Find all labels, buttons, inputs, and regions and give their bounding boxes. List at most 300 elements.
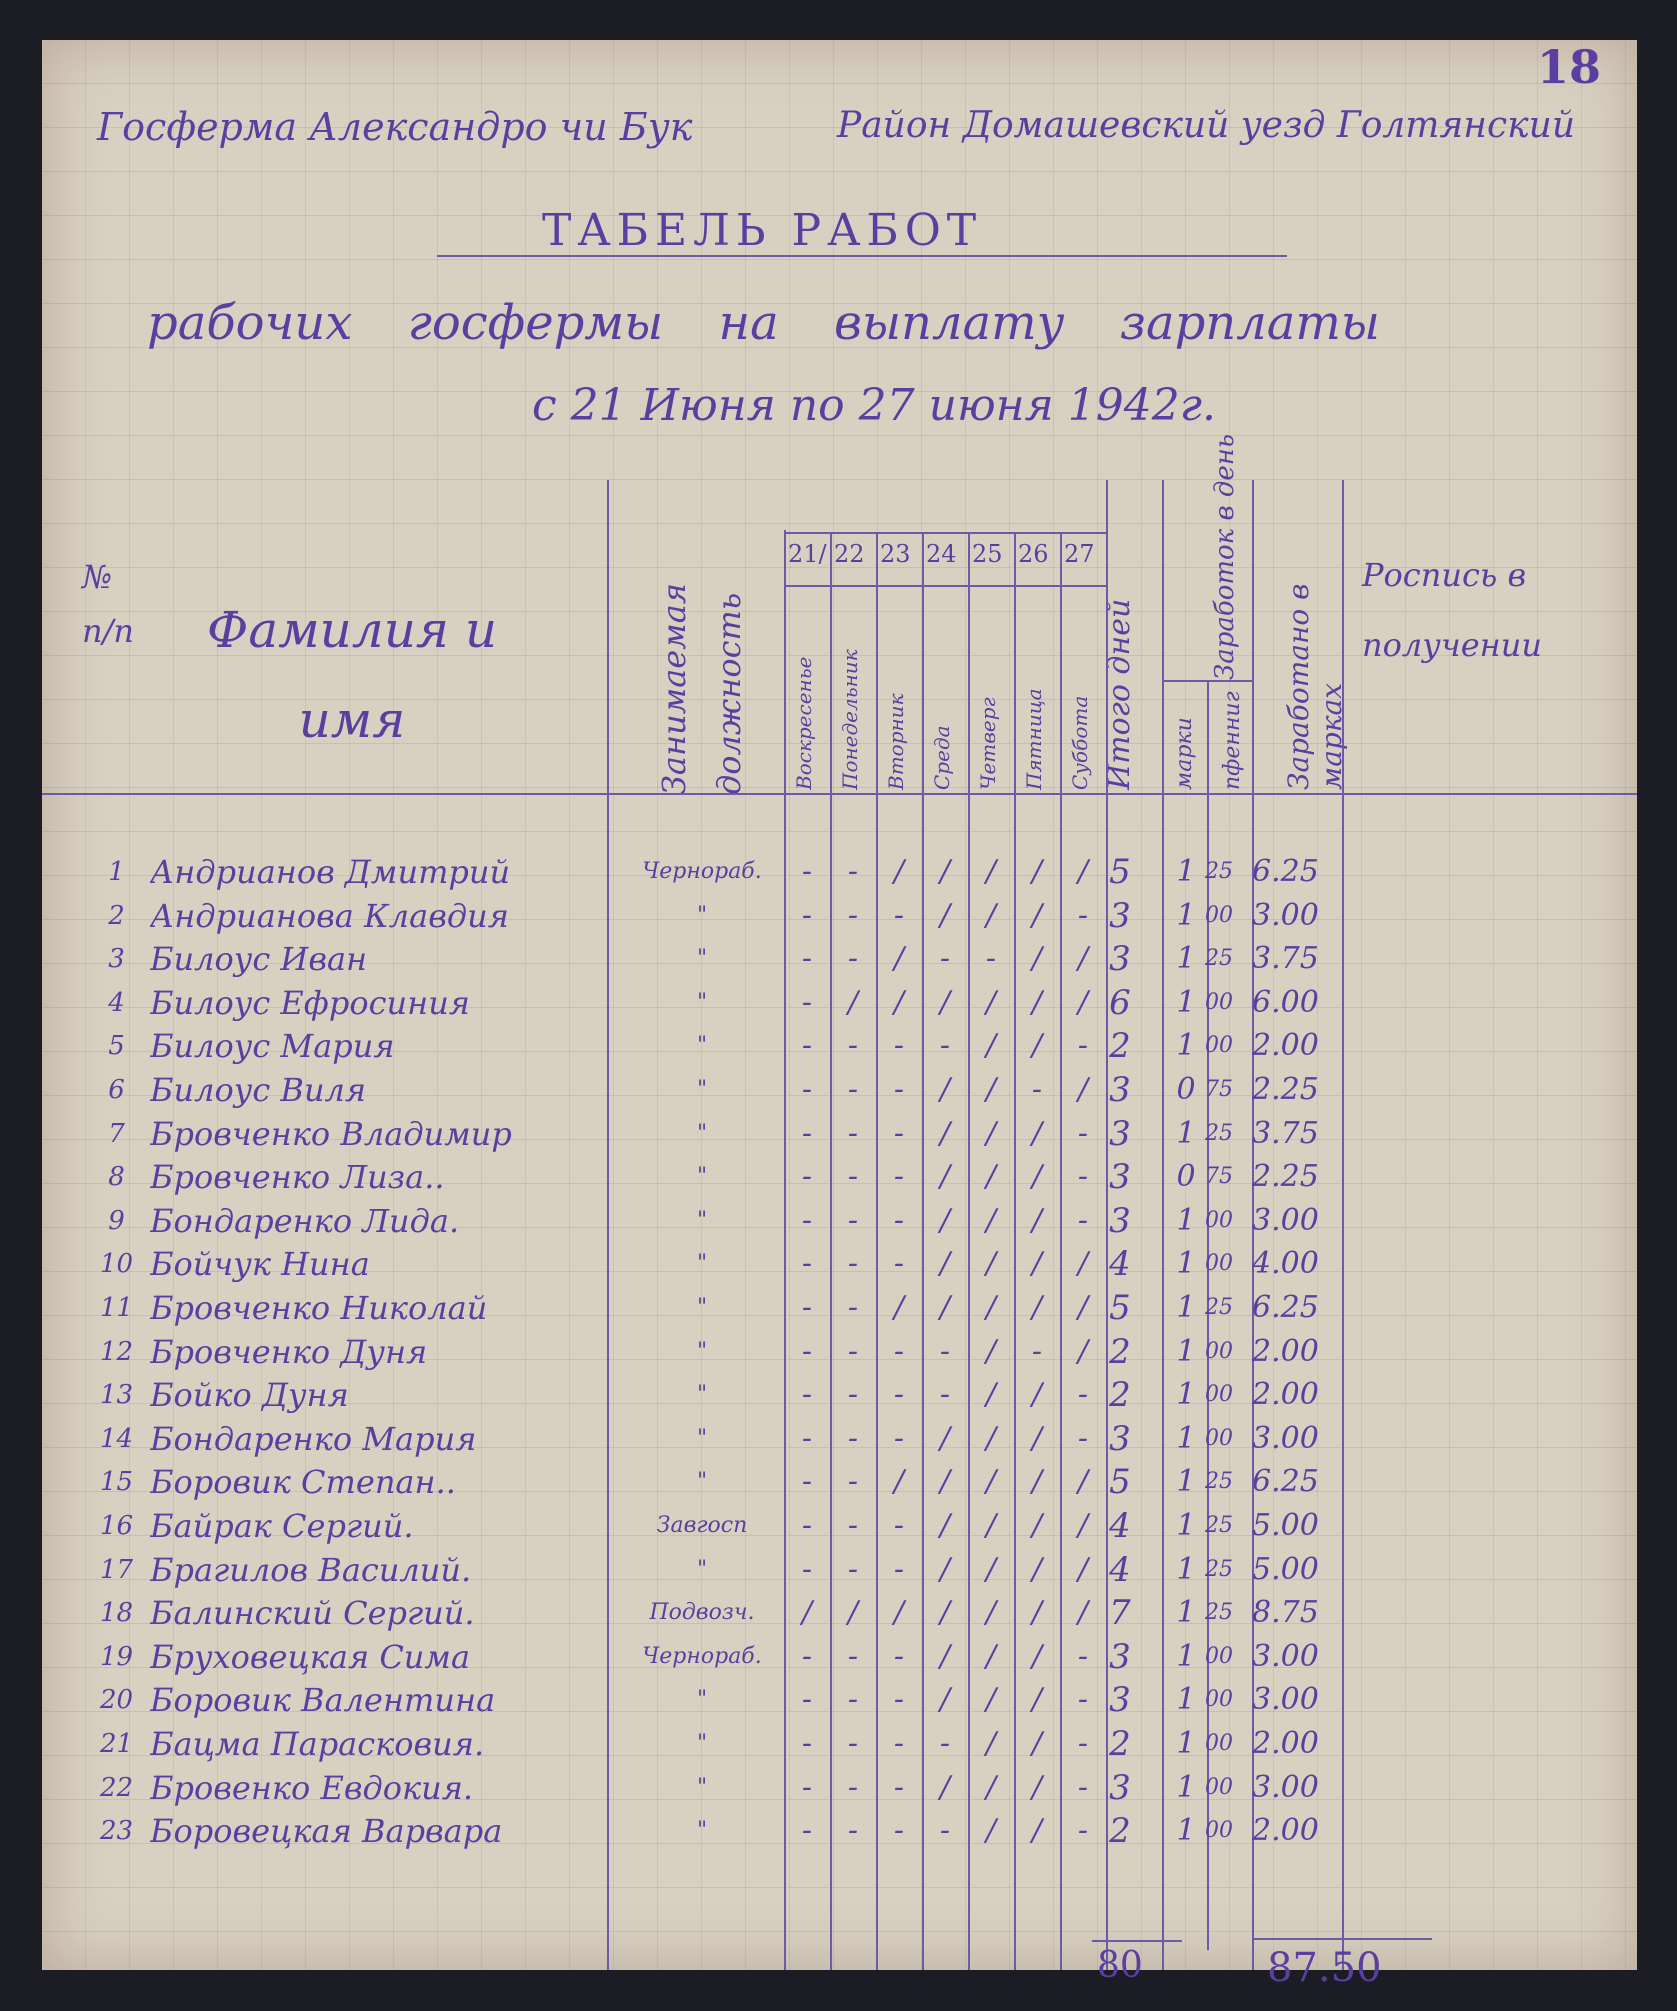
weekday-header-5: Пятница [1022, 688, 1046, 790]
weekday-header-0: Воскресенье [792, 656, 816, 790]
row-number: 14 [99, 1424, 134, 1454]
day-mark: / [939, 1464, 951, 1499]
table-row [42, 1809, 1637, 1853]
day-mark: / [939, 1159, 951, 1194]
date-header-3: 24 [926, 540, 957, 568]
table-row [42, 1591, 1637, 1635]
rate-pfennig: 00 [1205, 1251, 1233, 1276]
day-mark: - [1077, 1813, 1089, 1848]
day-mark: - [1077, 898, 1089, 933]
table-row [42, 850, 1637, 894]
row-number: 21 [99, 1729, 134, 1759]
table-row [42, 1286, 1637, 1330]
day-mark: / [985, 1639, 997, 1674]
day-mark: / [1077, 1595, 1089, 1630]
day-mark: / [1077, 941, 1089, 976]
day-mark: / [939, 985, 951, 1020]
day-mark: / [893, 1290, 905, 1325]
rule [784, 585, 1106, 587]
rate-marks: 1 [1176, 1116, 1196, 1151]
day-mark: - [893, 1028, 905, 1063]
worker-position: " [696, 1208, 708, 1233]
row-number: 6 [108, 1075, 125, 1105]
amount-earned: 8.75 [1252, 1595, 1319, 1630]
rate-pfennig: 00 [1205, 1644, 1233, 1669]
amount-earned: 2.00 [1252, 1377, 1319, 1412]
day-mark: - [847, 1377, 859, 1412]
worker-position: " [696, 903, 708, 928]
farm-name: Госферма Александро чи Бук [97, 105, 693, 149]
day-mark: - [801, 1813, 813, 1848]
amount-earned: 2.00 [1252, 1028, 1319, 1063]
day-mark: - [801, 1377, 813, 1412]
day-mark: / [939, 1421, 951, 1456]
day-mark: / [985, 1334, 997, 1369]
day-mark: / [847, 985, 859, 1020]
days-total: 5 [1109, 1288, 1131, 1328]
worker-name: Бойчук Нина [150, 1245, 370, 1283]
worker-name: Боровик Валентина [150, 1681, 496, 1719]
worker-name: Балинский Сергий. [150, 1594, 475, 1632]
amount-earned: 3.00 [1252, 898, 1319, 933]
amount-earned: 5.00 [1252, 1508, 1319, 1543]
day-mark: - [847, 1813, 859, 1848]
day-mark: / [1031, 1290, 1043, 1325]
day-mark: - [893, 1116, 905, 1151]
day-mark: - [801, 941, 813, 976]
amount-earned: 3.00 [1252, 1770, 1319, 1805]
day-mark: / [1031, 1159, 1043, 1194]
day-mark: - [893, 1682, 905, 1717]
col-earnings-marks: марки [1172, 717, 1197, 790]
day-mark: - [893, 1334, 905, 1369]
document-subtitle: рабочих госфермы на выплату зарплаты [147, 295, 1380, 351]
day-mark: / [985, 985, 997, 1020]
row-number: 7 [108, 1119, 125, 1149]
days-total: 7 [1109, 1593, 1131, 1633]
day-mark: / [893, 985, 905, 1020]
days-total: 5 [1109, 852, 1131, 892]
table-header-divider [42, 793, 1637, 795]
worker-position: Чернораб. [642, 859, 762, 884]
day-mark: - [847, 1072, 859, 1107]
days-total: 4 [1109, 1244, 1131, 1284]
days-total: 3 [1109, 1114, 1131, 1154]
table-row [42, 1460, 1637, 1504]
table-row [42, 894, 1637, 938]
day-mark: - [801, 1421, 813, 1456]
days-total: 2 [1109, 1811, 1131, 1851]
worker-name: Байрак Сергий. [150, 1507, 414, 1545]
worker-position: Подвозч. [649, 1600, 755, 1625]
day-mark: - [893, 1072, 905, 1107]
day-mark: - [847, 1770, 859, 1805]
day-mark: / [1031, 985, 1043, 1020]
day-mark: / [1031, 1508, 1043, 1543]
worker-position: " [696, 1731, 708, 1756]
day-mark: / [1031, 1639, 1043, 1674]
days-total: 3 [1109, 1157, 1131, 1197]
day-mark: - [1077, 1159, 1089, 1194]
table-row [42, 1024, 1637, 1068]
worker-name: Билоус Ефросиния [150, 984, 470, 1022]
day-mark: / [1031, 1682, 1043, 1717]
day-mark: - [939, 941, 951, 976]
day-mark: - [893, 1246, 905, 1281]
table-row [42, 1417, 1637, 1461]
row-number: 5 [108, 1031, 125, 1061]
row-number: 1 [108, 857, 125, 887]
amount-earned: 3.00 [1252, 1203, 1319, 1238]
day-mark: / [1031, 1813, 1043, 1848]
day-mark: - [847, 1639, 859, 1674]
day-mark: / [939, 1639, 951, 1674]
row-number: 22 [99, 1773, 134, 1803]
day-mark: / [801, 1595, 813, 1630]
day-mark: - [1077, 1726, 1089, 1761]
total-days-line [1092, 1940, 1182, 1942]
weekday-header-3: Среда [930, 725, 954, 790]
worker-name: Андрианова Клавдия [150, 897, 509, 935]
amount-earned: 6.00 [1252, 985, 1319, 1020]
rate-pfennig: 25 [1205, 1513, 1233, 1538]
day-mark: - [847, 854, 859, 889]
document-period: с 21 Июня по 27 июня 1942г. [532, 380, 1216, 431]
table-row [42, 1155, 1637, 1199]
day-mark: / [939, 898, 951, 933]
days-total: 3 [1109, 1419, 1131, 1459]
worker-name: Билоус Виля [150, 1071, 367, 1109]
rate-pfennig: 00 [1205, 1208, 1233, 1233]
rate-pfennig: 00 [1205, 1426, 1233, 1451]
table-row [42, 1330, 1637, 1374]
rate-pfennig: 75 [1205, 1164, 1233, 1189]
day-mark: / [985, 1682, 997, 1717]
rate-pfennig: 00 [1205, 1382, 1233, 1407]
rate-pfennig: 00 [1205, 903, 1233, 928]
title-underline [437, 255, 1287, 257]
rate-pfennig: 25 [1205, 1600, 1233, 1625]
rate-marks: 1 [1176, 1595, 1196, 1630]
day-mark: - [939, 1813, 951, 1848]
day-mark: / [985, 898, 997, 933]
day-mark: / [939, 1246, 951, 1281]
col-name-header: Фамилия и имя [206, 601, 498, 749]
table-row [42, 1504, 1637, 1548]
day-mark: - [939, 1726, 951, 1761]
worker-name: Бровченко Владимир [150, 1115, 512, 1153]
table-row [42, 1722, 1637, 1766]
district-name: Район Домашевский уезд Голтянский [837, 105, 1576, 146]
day-mark: - [893, 1203, 905, 1238]
date-header-5: 26 [1018, 540, 1049, 568]
rate-marks: 1 [1176, 1246, 1196, 1281]
row-number: 8 [108, 1162, 125, 1192]
day-mark: / [1077, 1072, 1089, 1107]
day-mark: / [939, 1072, 951, 1107]
col-number-header: № п/п [82, 558, 134, 650]
day-mark: - [801, 1116, 813, 1151]
days-total: 3 [1109, 1637, 1131, 1677]
day-mark: / [847, 1595, 859, 1630]
day-mark: - [1077, 1377, 1089, 1412]
rate-marks: 1 [1176, 1290, 1196, 1325]
worker-position: " [696, 1426, 708, 1451]
rate-marks: 1 [1176, 1334, 1196, 1369]
weekday-header-2: Вторник [884, 693, 908, 790]
worker-position: " [696, 1251, 708, 1276]
day-mark: - [939, 1377, 951, 1412]
day-mark: - [1077, 1116, 1089, 1151]
rate-marks: 1 [1176, 1770, 1196, 1805]
day-mark: / [1031, 1116, 1043, 1151]
day-mark: - [1077, 1028, 1089, 1063]
day-mark: / [985, 1159, 997, 1194]
day-mark: / [985, 1508, 997, 1543]
table-row [42, 1678, 1637, 1722]
days-total: 3 [1109, 1680, 1131, 1720]
row-number: 16 [99, 1511, 134, 1541]
day-mark: - [801, 1464, 813, 1499]
day-mark: / [985, 1290, 997, 1325]
day-mark: / [939, 1595, 951, 1630]
table-row [42, 1068, 1637, 1112]
amount-earned: 5.00 [1252, 1552, 1319, 1587]
day-mark: - [1031, 1334, 1043, 1369]
row-number: 13 [99, 1380, 134, 1410]
total-days: 80 [1097, 1945, 1143, 1986]
day-mark: / [985, 1377, 997, 1412]
day-mark: - [893, 1159, 905, 1194]
worker-position: " [696, 1382, 708, 1407]
day-mark: - [847, 1246, 859, 1281]
day-mark: - [847, 1290, 859, 1325]
table-row [42, 1635, 1637, 1679]
row-number: 15 [99, 1467, 134, 1497]
weekday-header-1: Понедельник [838, 649, 862, 790]
day-mark: / [1031, 898, 1043, 933]
rate-marks: 1 [1176, 1421, 1196, 1456]
worker-position: " [696, 1339, 708, 1364]
date-header-6: 27 [1064, 540, 1095, 568]
worker-name: Билоус Мария [150, 1027, 395, 1065]
rate-pfennig: 25 [1205, 1295, 1233, 1320]
day-mark: - [847, 1682, 859, 1717]
day-mark: - [847, 1028, 859, 1063]
days-total: 4 [1109, 1550, 1131, 1590]
amount-earned: 2.25 [1252, 1072, 1319, 1107]
rate-pfennig: 00 [1205, 1731, 1233, 1756]
day-mark: - [801, 1334, 813, 1369]
day-mark: / [939, 1116, 951, 1151]
worker-name: Боровик Степан.. [150, 1463, 456, 1501]
worker-position: Завгосп [656, 1513, 748, 1538]
table-row [42, 1112, 1637, 1156]
day-mark: - [847, 1116, 859, 1151]
day-mark: - [1077, 1421, 1089, 1456]
days-total: 3 [1109, 1070, 1131, 1110]
worker-position: " [696, 946, 708, 971]
worker-name: Бойко Дуня [150, 1376, 349, 1414]
page-number: 18 [1537, 40, 1602, 94]
days-total: 2 [1109, 1724, 1131, 1764]
day-mark: - [847, 1726, 859, 1761]
worker-name: Бровенко Евдокия. [150, 1769, 474, 1807]
col-earned-header: Заработано в марках [1282, 583, 1348, 790]
document-title: ТАБЕЛЬ РАБОТ [542, 205, 983, 256]
amount-earned: 3.75 [1252, 1116, 1319, 1151]
row-number: 12 [99, 1337, 134, 1367]
days-total: 2 [1109, 1332, 1131, 1372]
worker-position: " [696, 1077, 708, 1102]
rate-marks: 1 [1176, 985, 1196, 1020]
day-mark: - [801, 1159, 813, 1194]
day-mark: - [847, 898, 859, 933]
day-mark: / [1031, 1421, 1043, 1456]
worker-name: Андрианов Дмитрий [150, 853, 511, 891]
amount-earned: 3.00 [1252, 1421, 1319, 1456]
day-mark: / [1031, 1552, 1043, 1587]
worker-name: Бондаренко Мария [150, 1420, 477, 1458]
total-pay-line [1252, 1938, 1432, 1940]
rate-marks: 0 [1176, 1072, 1196, 1107]
amount-earned: 3.00 [1252, 1639, 1319, 1674]
rate-marks: 1 [1176, 1726, 1196, 1761]
day-mark: - [893, 898, 905, 933]
row-number: 9 [108, 1206, 125, 1236]
total-pay: 87.50 [1267, 1945, 1382, 1991]
day-mark: - [801, 1290, 813, 1325]
rate-marks: 0 [1176, 1159, 1196, 1194]
table-row [42, 1766, 1637, 1810]
day-mark: / [985, 1726, 997, 1761]
day-mark: - [1077, 1203, 1089, 1238]
table-row [42, 1199, 1637, 1243]
worker-name: Боровецкая Варвара [150, 1812, 503, 1850]
day-mark: - [801, 854, 813, 889]
day-mark: - [801, 1682, 813, 1717]
day-mark: / [1077, 1290, 1089, 1325]
date-header-0: 21/ [788, 540, 827, 568]
days-total: 3 [1109, 1201, 1131, 1241]
rule [784, 532, 1106, 534]
day-mark: / [1031, 1595, 1043, 1630]
day-mark: / [985, 1116, 997, 1151]
row-number: 23 [99, 1816, 134, 1846]
day-mark: - [801, 1726, 813, 1761]
document-sheet [42, 40, 1637, 1991]
day-mark: / [1031, 1464, 1043, 1499]
worker-position: " [696, 1164, 708, 1189]
day-mark: / [1077, 1246, 1089, 1281]
day-mark: - [893, 1552, 905, 1587]
day-mark: / [985, 1421, 997, 1456]
days-total: 2 [1109, 1375, 1131, 1415]
day-mark: - [801, 1639, 813, 1674]
row-number: 11 [99, 1293, 134, 1323]
day-mark: - [801, 1552, 813, 1587]
amount-earned: 6.25 [1252, 854, 1319, 889]
amount-earned: 6.25 [1252, 1464, 1319, 1499]
worker-name: Брагилов Василий. [150, 1551, 472, 1589]
day-mark: / [939, 1290, 951, 1325]
day-mark: - [847, 1508, 859, 1543]
day-mark: - [847, 1421, 859, 1456]
day-mark: - [893, 1639, 905, 1674]
date-header-4: 25 [972, 540, 1003, 568]
day-mark: - [985, 941, 997, 976]
day-mark: / [1077, 1464, 1089, 1499]
day-mark: / [985, 1813, 997, 1848]
day-mark: - [801, 1770, 813, 1805]
rate-marks: 1 [1176, 1464, 1196, 1499]
day-mark: / [985, 1072, 997, 1107]
worker-position: " [696, 1121, 708, 1146]
days-total: 2 [1109, 1026, 1131, 1066]
rate-pfennig: 75 [1205, 1077, 1233, 1102]
row-number: 10 [99, 1249, 134, 1279]
day-mark: - [939, 1028, 951, 1063]
rate-pfennig: 25 [1205, 946, 1233, 971]
days-total: 6 [1109, 983, 1131, 1023]
rate-pfennig: 25 [1205, 859, 1233, 884]
rate-pfennig: 00 [1205, 1818, 1233, 1843]
day-mark: / [893, 854, 905, 889]
table-row [42, 937, 1637, 981]
day-mark: - [801, 1246, 813, 1281]
amount-earned: 2.00 [1252, 1726, 1319, 1761]
rate-marks: 1 [1176, 854, 1196, 889]
day-mark: / [985, 1464, 997, 1499]
day-mark: - [1077, 1682, 1089, 1717]
day-mark: - [893, 1813, 905, 1848]
day-mark: / [985, 1552, 997, 1587]
rate-pfennig: 00 [1205, 1339, 1233, 1364]
table-row [42, 1242, 1637, 1286]
day-mark: / [893, 941, 905, 976]
day-mark: - [801, 1072, 813, 1107]
day-mark: / [985, 1028, 997, 1063]
day-mark: / [1077, 1508, 1089, 1543]
day-mark: / [939, 1203, 951, 1238]
rate-marks: 1 [1176, 1377, 1196, 1412]
rate-marks: 1 [1176, 1682, 1196, 1717]
amount-earned: 2.00 [1252, 1813, 1319, 1848]
day-mark: - [801, 1028, 813, 1063]
amount-earned: 2.00 [1252, 1334, 1319, 1369]
days-total: 3 [1109, 1768, 1131, 1808]
day-mark: / [939, 1682, 951, 1717]
day-mark: - [801, 1203, 813, 1238]
worker-name: Бровченко Николай [150, 1289, 488, 1327]
day-mark: - [801, 1508, 813, 1543]
rate-marks: 1 [1176, 1813, 1196, 1848]
day-mark: - [847, 1203, 859, 1238]
worker-name: Бондаренко Лида. [150, 1202, 460, 1240]
weekday-header-6: Суббота [1068, 695, 1092, 790]
row-number: 2 [108, 901, 125, 931]
table-row [42, 981, 1637, 1025]
day-mark: / [939, 1770, 951, 1805]
table-row [42, 1548, 1637, 1592]
worker-position: " [696, 1775, 708, 1800]
rate-pfennig: 00 [1205, 1033, 1233, 1058]
worker-position: " [696, 1818, 708, 1843]
worker-name: Бровченко Дуня [150, 1333, 428, 1371]
row-number: 19 [99, 1642, 134, 1672]
day-mark: - [847, 1464, 859, 1499]
col-signature-header: Роспись в получении [1362, 556, 1542, 664]
